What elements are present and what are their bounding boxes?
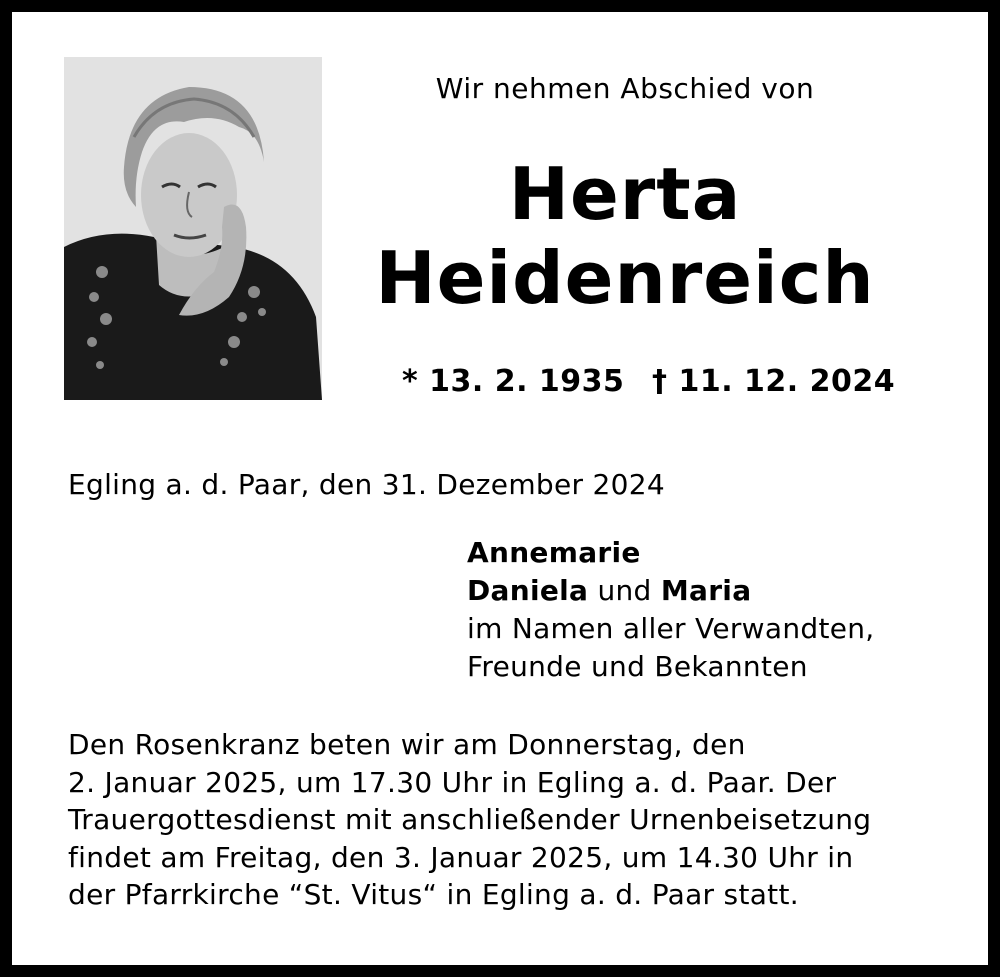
service-line: Trauergottesdienst mit anschließender Urnenbeisetzung <box>68 803 872 836</box>
intro-text: Wir nehmen Abschied von <box>435 72 815 105</box>
service-line: der Pfarrkirche “St. Vitus“ in Egling a. d. Paar statt. <box>68 878 799 911</box>
mourner-line: Freunde und Bekannten <box>467 650 808 683</box>
mourner-line <box>467 572 875 610</box>
obituary-card <box>12 12 988 965</box>
service-line: 2. Januar 2025, um 17.30 Uhr in Egling a. d. Paar. Der <box>68 765 837 799</box>
mourner-line: im Namen aller Verwandten, <box>467 612 875 645</box>
first-name: Herta <box>508 152 742 236</box>
death-date: † 11. 12. 2024 <box>652 364 896 399</box>
mourners-block <box>467 534 875 686</box>
service-line: Den Rosenkranz beten wir am Donnerstag, den <box>68 728 746 761</box>
birth-date: * 13. 2. 1935 <box>402 364 625 399</box>
mourner-name: Daniela <box>467 574 589 607</box>
deceased-name <box>342 152 908 320</box>
mourner-name: Annemarie <box>467 536 641 569</box>
place-and-date: Egling a. d. Paar, den 31. Dezember 2024 <box>68 468 665 501</box>
service-info <box>68 726 968 914</box>
mourner-name: Maria <box>660 574 752 607</box>
portrait-photo <box>64 57 322 400</box>
service-line: findet am Freitag, den 3. Januar 2025, um 14.30 Uhr in <box>68 840 854 874</box>
last-name: Heidenreich <box>375 236 875 320</box>
mourner-connector: und <box>588 574 661 607</box>
